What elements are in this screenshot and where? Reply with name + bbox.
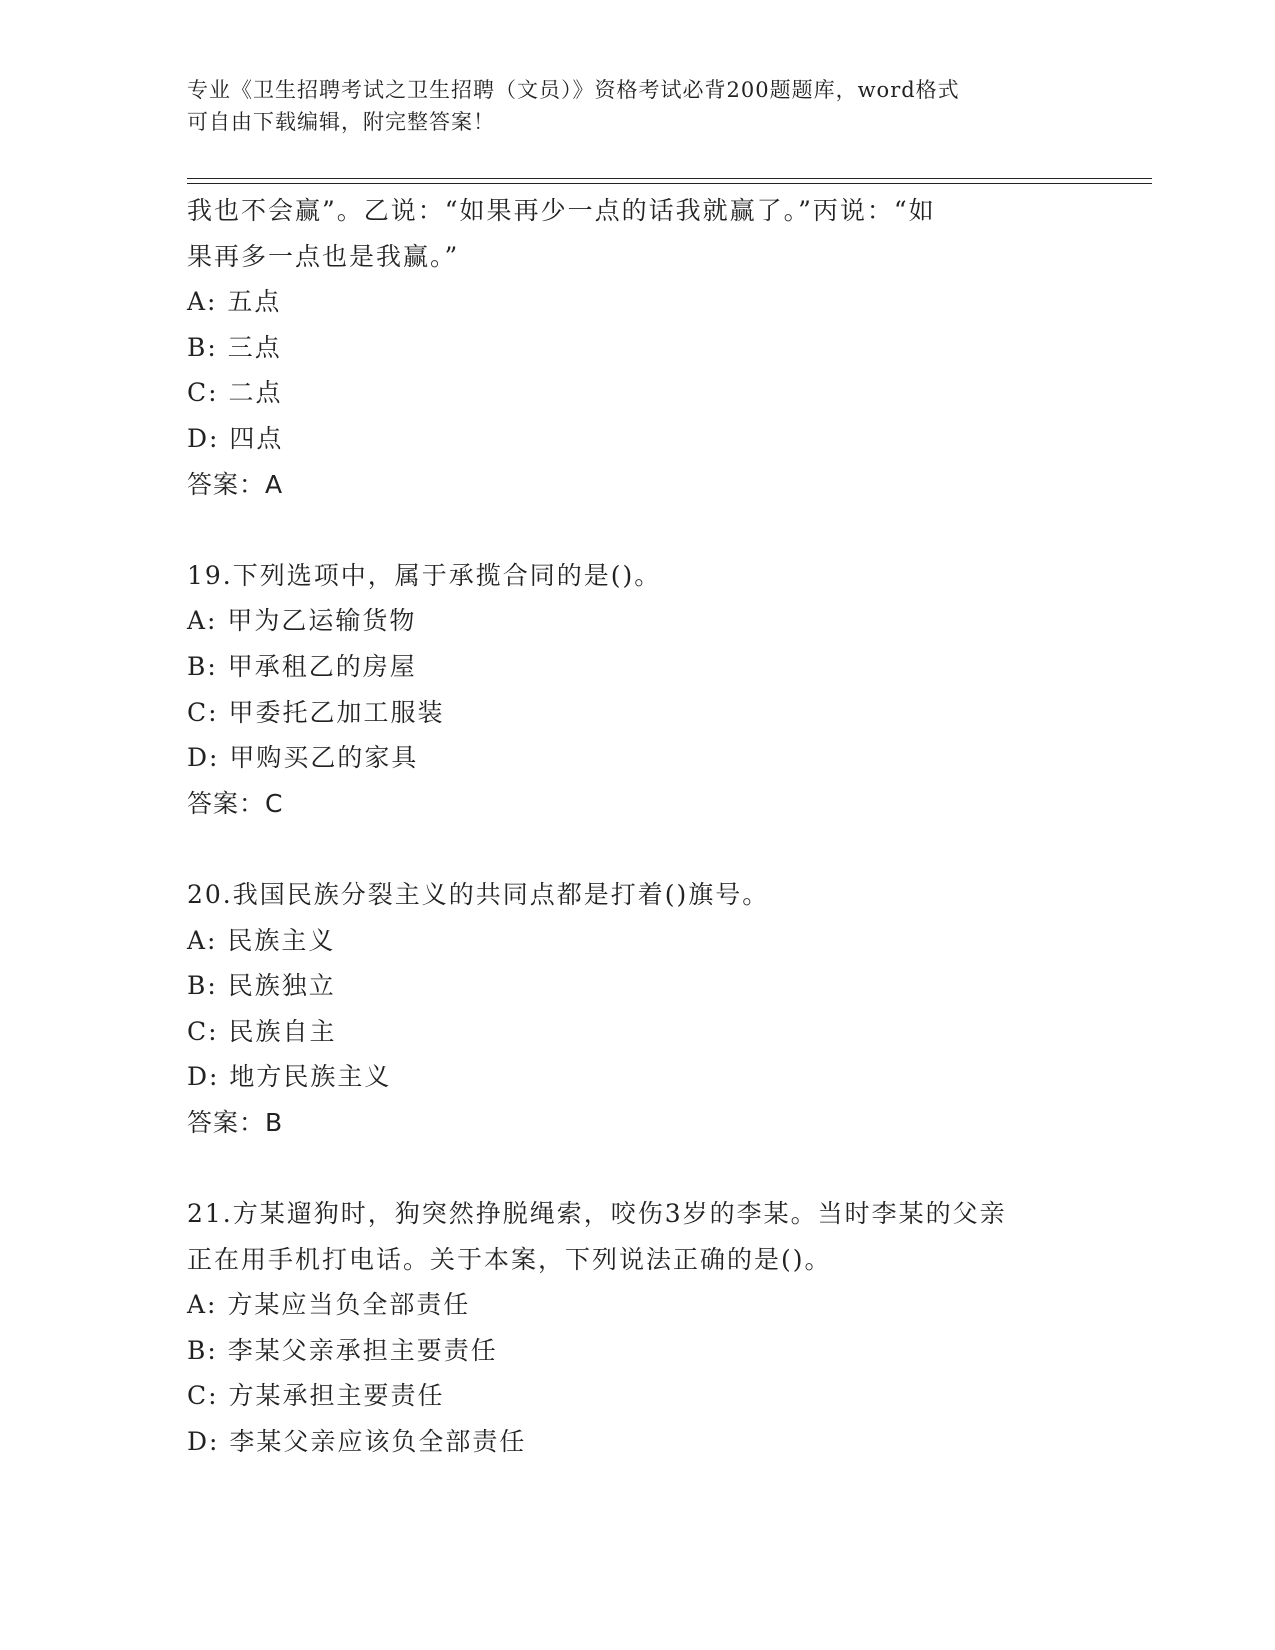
option-c: C: 甲委托乙加工服装 [187, 697, 445, 727]
document-header [187, 74, 1087, 138]
question-text: 20.我国民族分裂主义的共同点都是打着()旗号。 [187, 879, 770, 909]
option-c: C: 方某承担主要责任 [187, 1381, 445, 1411]
answer-label: 答案：B [187, 1107, 284, 1137]
option-d: D: 李某父亲应该负全部责任 [187, 1427, 527, 1457]
header-divider-top [187, 178, 1152, 179]
option-d: D: 四点 [187, 423, 284, 453]
option-a: A: 五点 [187, 287, 282, 317]
option-d: D: 地方民族主义 [187, 1062, 392, 1092]
spacer [187, 507, 1087, 553]
header-divider-bottom [187, 183, 1152, 184]
header-title-line-1: 专业《卫生招聘考试之卫生招聘（文员）》资格考试必背200题题库，word格式 [187, 78, 960, 102]
option-a: A: 民族主义 [187, 925, 336, 955]
question-19 [187, 553, 1087, 827]
option-c: C: 二点 [187, 378, 283, 408]
option-a: A: 方某应当负全部责任 [187, 1290, 471, 1320]
spacer [187, 1145, 1087, 1191]
question-text-line: 21.方某遛狗时，狗突然挣脱绳索，咬伤3岁的李某。当时李某的父亲 [187, 1199, 1007, 1229]
question-20 [187, 872, 1087, 1146]
question-text-line: 我也不会赢”。乙说：“如果再少一点的话我就赢了。”丙说：“如 [187, 196, 936, 225]
option-b: B: 民族独立 [187, 971, 336, 1001]
option-d: D: 甲购买乙的家具 [187, 743, 419, 773]
answer-label: 答案：A [187, 469, 284, 499]
option-b: B: 甲承租乙的房屋 [187, 651, 417, 681]
question-content [187, 188, 1087, 1465]
option-a: A: 甲为乙运输货物 [187, 606, 417, 636]
option-b: B: 三点 [187, 332, 282, 362]
question-text-line: 正在用手机打电话。关于本案，下列说法正确的是()。 [187, 1244, 832, 1274]
question-text-line: 果再多一点也是我赢。” [187, 241, 460, 271]
option-c: C: 民族自主 [187, 1016, 337, 1046]
question-text: 19.下列选项中，属于承揽合同的是()。 [187, 560, 662, 590]
spacer [187, 826, 1087, 872]
question-18-continuation [187, 188, 1087, 507]
question-21 [187, 1191, 1087, 1465]
answer-label: 答案：C [187, 788, 284, 818]
header-title-line-2: 可自由下载编辑，附完整答案！ [187, 110, 495, 134]
option-b: B: 李某父亲承担主要责任 [187, 1335, 498, 1365]
